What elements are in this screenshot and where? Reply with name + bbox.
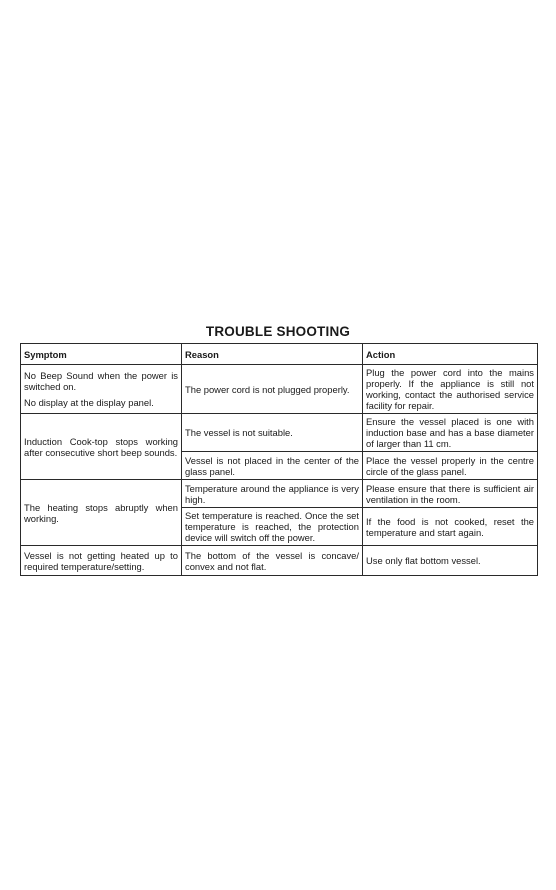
table-row <box>21 365 538 414</box>
page-title: TROUBLE SHOOTING <box>205 324 351 339</box>
reason-cell: The bottom of the vessel is concave/ convex and not flat. <box>182 546 363 576</box>
column-header-action: Action <box>363 344 538 365</box>
action-cell: Use only flat bottom vessel. <box>363 546 538 576</box>
symptom-cell <box>21 365 182 414</box>
action-cell: Please ensure that there is sufficient air ventilation in the room. <box>363 480 538 508</box>
symptom-cell: Induction Cook-top stops working after consecutive short beep sounds. <box>21 414 182 480</box>
action-cell: If the food is not cooked, reset the temperature and start again. <box>363 508 538 546</box>
column-header-symptom: Symptom <box>21 344 182 365</box>
reason-cell: Set temperature is reached. Once the set temperature is reached, the protection device will switch off the power. <box>182 508 363 546</box>
table-row <box>21 546 538 576</box>
symptom-text: No Beep Sound when the power is switched on. <box>24 370 178 392</box>
action-cell: Place the vessel properly in the centre circle of the glass panel. <box>363 452 538 480</box>
symptom-cell: The heating stops abruptly when working. <box>21 480 182 546</box>
symptom-cell: Vessel is not getting heated up to required temperature/setting. <box>21 546 182 576</box>
action-cell: Ensure the vessel placed is one with induction base and has a base diameter of larger than 11 cm. <box>363 414 538 452</box>
action-cell: Plug the power cord into the mains properly. If the appliance is still not working, contact the authorised service facility for repair. <box>363 365 538 414</box>
column-header-reason: Reason <box>182 344 363 365</box>
table-header-row <box>21 344 538 365</box>
reason-cell: Vessel is not placed in the center of the glass panel. <box>182 452 363 480</box>
table-row <box>21 480 538 508</box>
reason-cell: Temperature around the appliance is very high. <box>182 480 363 508</box>
symptom-text: No display at the display panel. <box>24 397 154 408</box>
reason-cell: The vessel is not suitable. <box>182 414 363 452</box>
troubleshooting-table <box>20 343 538 576</box>
table-row <box>21 414 538 452</box>
reason-cell: The power cord is not plugged properly. <box>182 365 363 414</box>
